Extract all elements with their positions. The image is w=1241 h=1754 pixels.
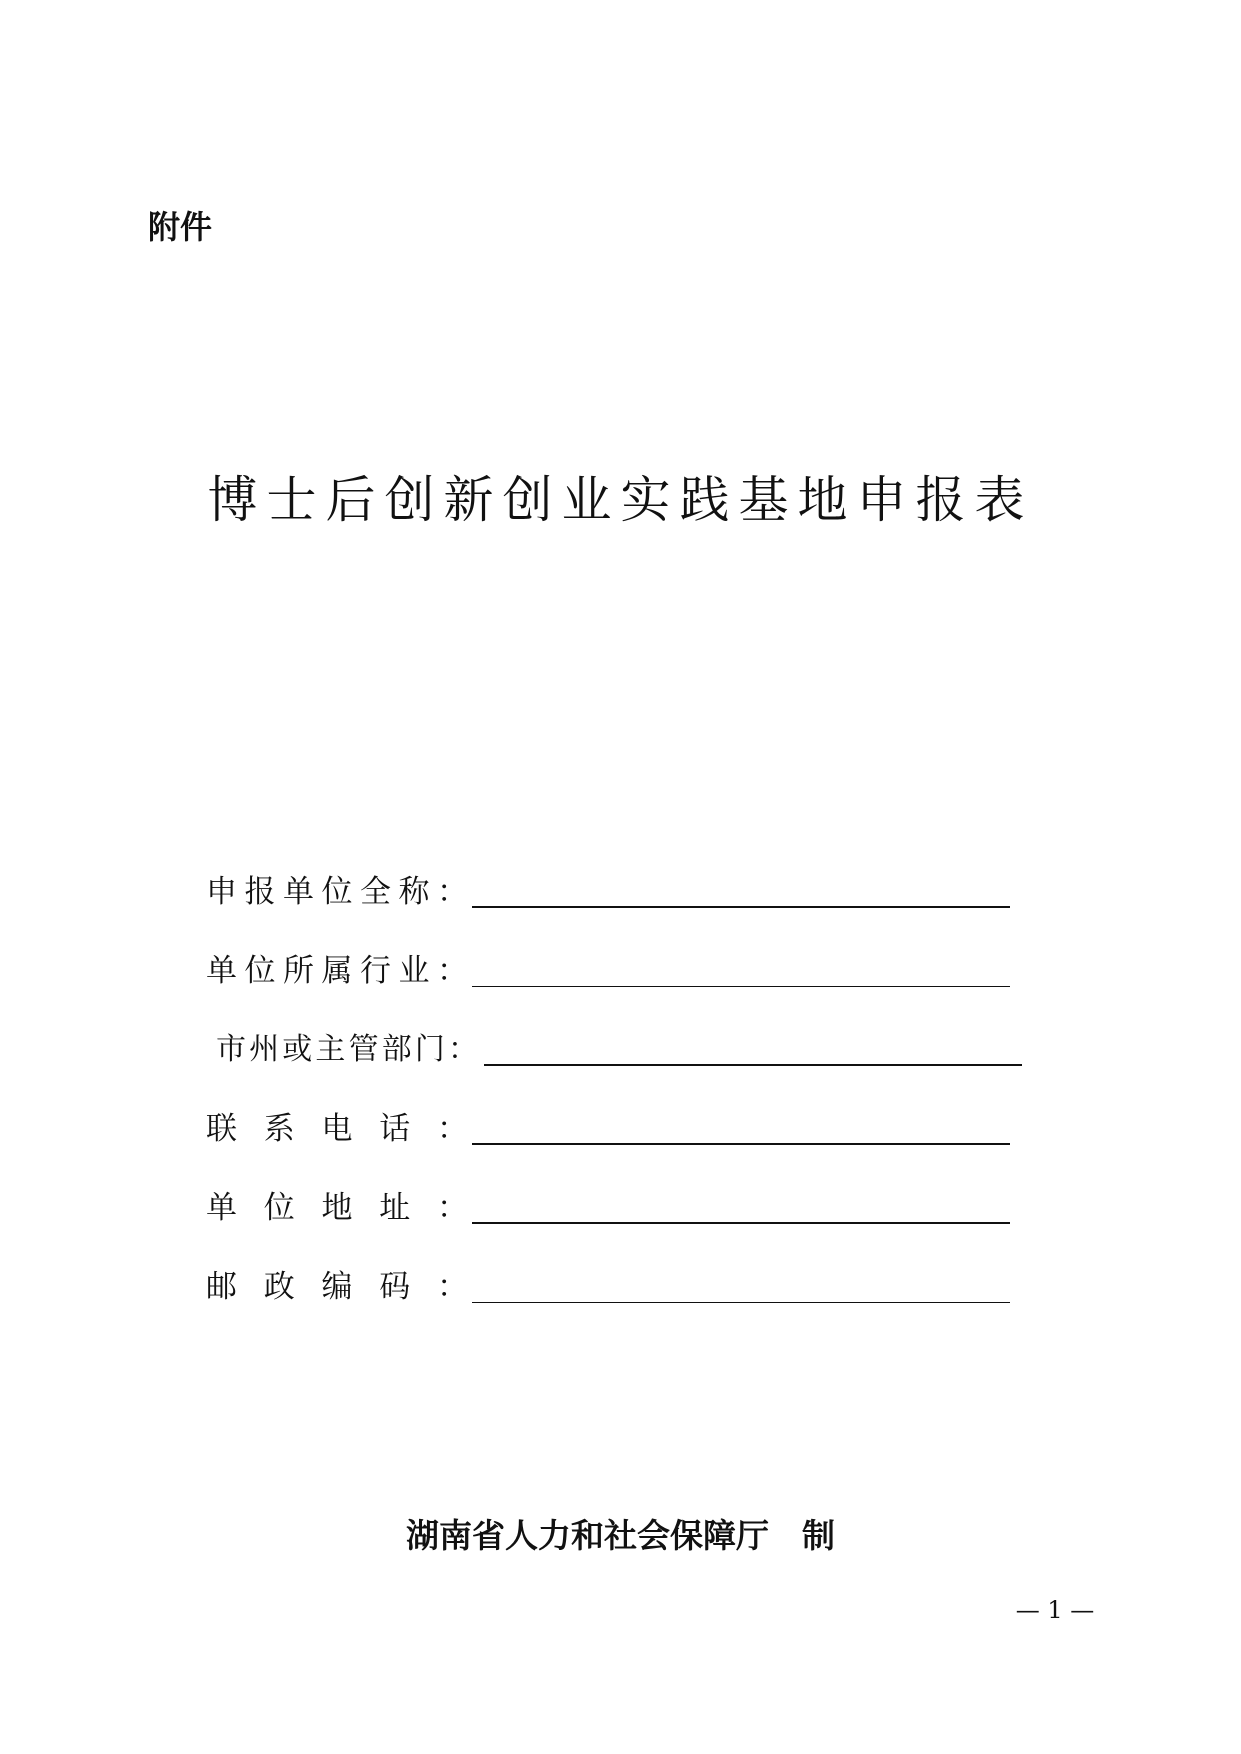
field-label-address: 单 位 地 址 ：	[206, 1190, 468, 1226]
attachment-label: 附件	[148, 208, 213, 246]
applicant-name-field[interactable]	[472, 868, 1010, 908]
field-label-industry: 单 位 所 属 行 业 ：	[206, 953, 468, 989]
page-number: — 1 —	[1015, 1596, 1095, 1624]
field-phone	[206, 1101, 1016, 1149]
issuer: 湖南省人力和社会保障厅 制	[406, 1516, 835, 1555]
postal-code-field[interactable]	[472, 1263, 1010, 1303]
address-field[interactable]	[472, 1184, 1010, 1224]
field-label-postal-code: 邮 政 编 码 ：	[206, 1269, 468, 1305]
field-postal-code	[206, 1259, 1016, 1307]
field-address	[206, 1180, 1016, 1228]
field-industry	[206, 943, 1016, 991]
field-label-applicant-name: 申 报 单 位 全 称 ：	[206, 874, 468, 910]
industry-field[interactable]	[472, 947, 1010, 987]
supervising-department-field[interactable]	[484, 1026, 1022, 1066]
field-supervising-department	[206, 1022, 1016, 1070]
document-title: 博士后创新创业实践基地申报表	[207, 471, 1034, 529]
field-label-phone: 联 系 电 话 ：	[206, 1111, 468, 1147]
field-applicant-name	[206, 864, 1016, 912]
field-label-supervising-department: 市 州 或 主 管 部 门 ：	[216, 1032, 478, 1067]
phone-field[interactable]	[472, 1105, 1010, 1145]
